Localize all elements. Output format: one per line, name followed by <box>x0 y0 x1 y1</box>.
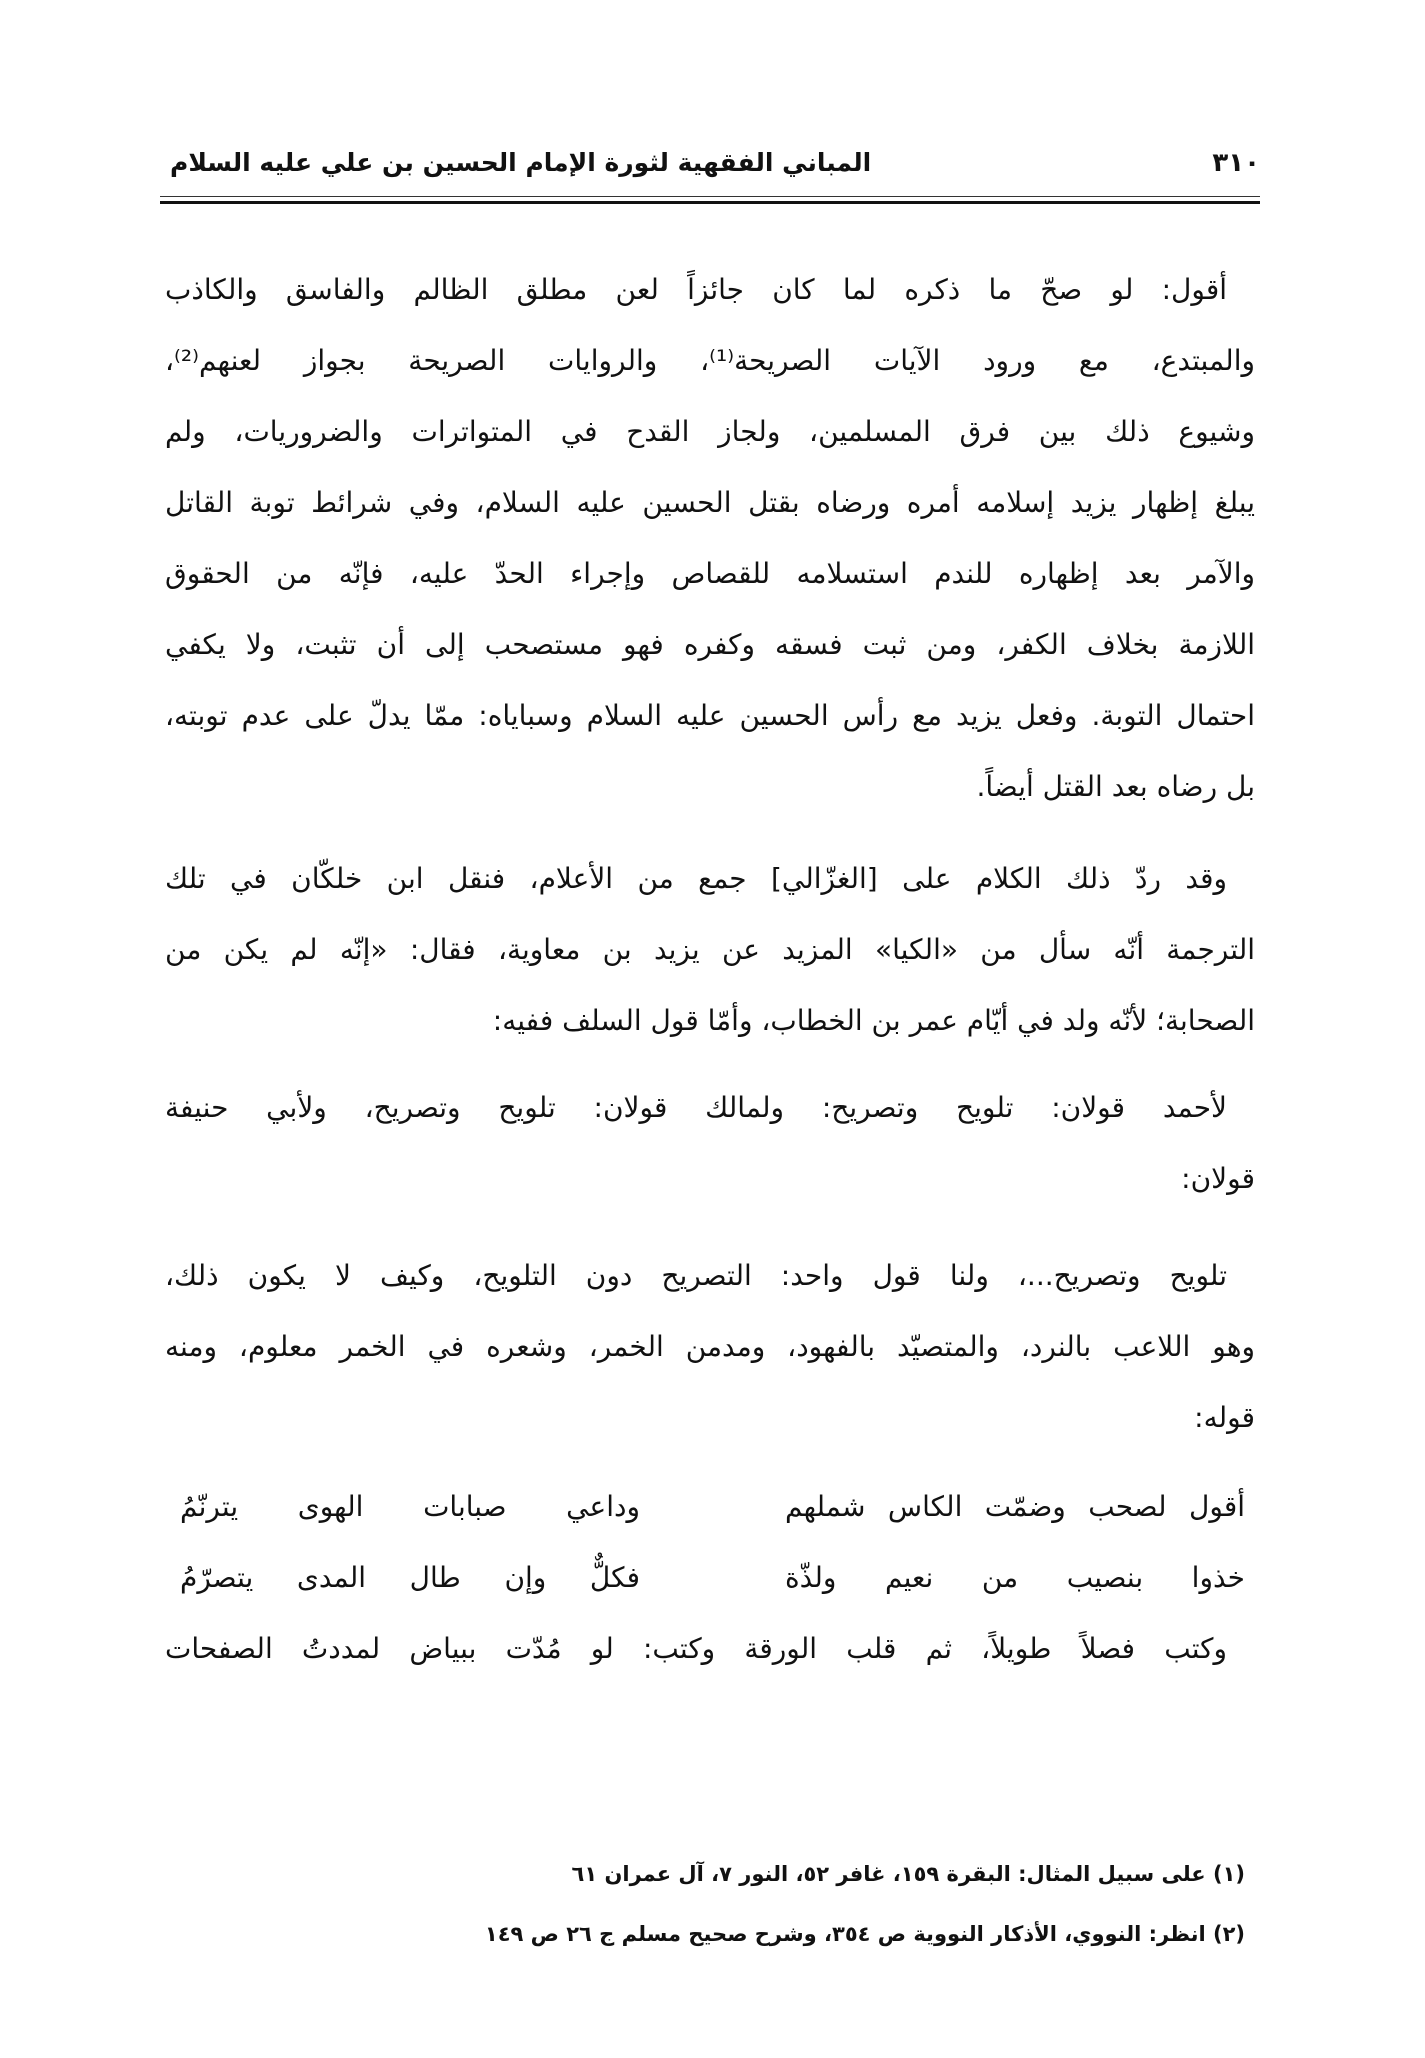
text-line: قوله: <box>1194 1401 1255 1434</box>
main-text <box>165 254 1255 1684</box>
text-line: وشيوع ذلك بين فرق المسلمين، ولجاز القدح في المتواترات والضروريات، ولم <box>165 415 1255 448</box>
hemistich-left: فكلٌّ وإن طال المدى يتصرّمُ <box>180 1561 640 1594</box>
poem-verse <box>165 1542 1255 1613</box>
text-line: قولان: <box>1181 1162 1255 1195</box>
footnote-2: (٢) انظر: النووي، الأذكار النووية ص ٣٥٤، وشرح صحيح مسلم ج ٢٦ ص ١٤٩ <box>484 1922 1245 1946</box>
text-line: أقول: لو صحّ ما ذكره لما كان جائزاً لعن مطلق الظالم والفاسق والكاذب <box>165 273 1227 306</box>
hemistich-right: أقول لصحب وضمّت الكاس شملهم <box>785 1490 1245 1523</box>
text-line: تلويح وتصريح...، ولنا قول واحد: التصريح دون التلويح، وكيف لا يكون ذلك، <box>165 1259 1227 1292</box>
paragraph-1 <box>165 254 1255 822</box>
running-title: المباني الفقهية لثورة الإمام الحسين بن علي عليه السلام <box>170 148 872 177</box>
header-thick-rule <box>160 201 1260 204</box>
text-line: اللازمة بخلاف الكفر، ومن ثبت فسقه وكفره فهو مستصحب إلى أن تثبت، ولا يكفي <box>165 628 1255 661</box>
text-line: والمبتدع، مع ورود الآيات الصريحة⁽¹⁾، والروايات الصريحة بجواز لعنهم⁽²⁾، <box>165 344 1255 377</box>
header-thin-rule <box>160 196 1260 197</box>
paragraph-3 <box>165 1072 1255 1214</box>
poem <box>165 1471 1255 1613</box>
page-number: ٣١٠ <box>1212 148 1260 178</box>
closing-line: وكتب فصلاً طويلاً، ثم قلب الورقة وكتب: لو مُدّت ببياض لمددتُ الصفحات <box>165 1632 1227 1665</box>
hemistich-left: وداعي صبابات الهوى يترنّمُ <box>180 1490 640 1523</box>
text-line: يبلغ إظهار يزيد إسلامه أمره ورضاه بقتل الحسين عليه السلام، وفي شرائط توبة القاتل <box>165 486 1255 519</box>
text-line: والآمر بعد إظهاره للندم استسلامه للقصاص وإجراء الحدّ عليه، فإنّه من الحقوق <box>165 557 1255 590</box>
text-line: وهو اللاعب بالنرد، والمتصيّد بالفهود، ومدمن الخمر، وشعره في الخمر معلوم، ومنه <box>165 1330 1255 1363</box>
footnote-1: (١) على سبيل المثال: البقرة ١٥٩، غافر ٥٢، النور ٧، آل عمران ٦١ <box>571 1862 1245 1886</box>
text-line: لأحمد قولان: تلويح وتصريح: ولمالك قولان: تلويح وتصريح، ولأبي حنيفة <box>165 1091 1227 1124</box>
poem-verse <box>165 1471 1255 1542</box>
paragraph-4 <box>165 1240 1255 1453</box>
text-line: الترجمة أنّه سأل من «الكيا» المزيد عن يزيد بن معاوية، فقال: «إنّه لم يكن من <box>165 933 1255 966</box>
running-header <box>160 140 1260 190</box>
hemistich-right: خذوا بنصيب من نعيم ولذّة <box>785 1561 1245 1594</box>
text-line: احتمال التوبة. وفعل يزيد مع رأس الحسين عليه السلام وسباياه: ممّا يدلّ على عدم توبته، <box>165 699 1255 732</box>
text-line: بل رضاه بعد القتل أيضاً. <box>976 770 1255 803</box>
paragraph-2 <box>165 843 1255 1056</box>
text-line: الصحابة؛ لأنّه ولد في أيّام عمر بن الخطاب، وأمّا قول السلف ففيه: <box>492 1004 1255 1037</box>
text-line: وقد ردّ ذلك الكلام على [الغزّالي] جمع من الأعلام، فنقل ابن خلكّان في تلك <box>165 862 1227 895</box>
